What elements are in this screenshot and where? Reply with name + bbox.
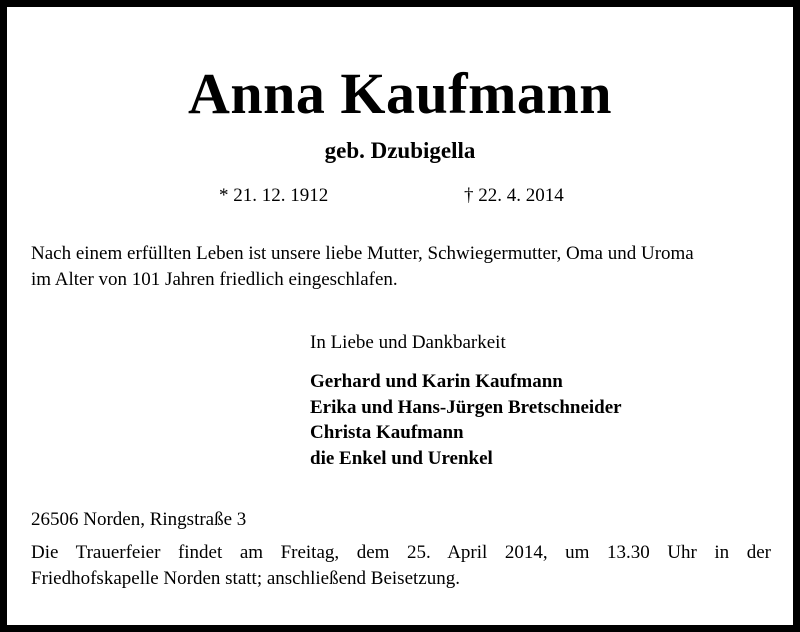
maiden-name: geb. Dzubigella (324, 138, 476, 163)
funeral-info (31, 540, 771, 592)
funeral-line: Die Trauerfeier findet am Freitag, dem 25. April 2014, um 13.30 Uhr in der (31, 542, 771, 563)
deceased-name: Anna Kaufmann (188, 61, 612, 126)
mourner-entry: Erika und Hans-Jürgen Bretschneider (310, 396, 622, 418)
announcement-line: Nach einem erfüllten Leben ist unsere liebe Mutter, Schwiegermutter, Oma und Uroma (31, 243, 694, 264)
death-date: † 22. 4. 2014 (464, 185, 564, 206)
death-announcement (31, 241, 771, 293)
mourner-entry: die Enkel und Urenkel (310, 447, 493, 469)
mourner-entry: Christa Kaufmann (310, 422, 464, 443)
family-address: 26506 Norden, Ringstraße 3 (31, 509, 247, 530)
announcement-line: im Alter von 101 Jahren friedlich eingeschlafen. (31, 269, 398, 290)
mourners-list (310, 369, 622, 471)
closing-phrase: In Liebe und Dankbarkeit (310, 332, 506, 353)
mourner-entry: Gerhard und Karin Kaufmann (310, 371, 563, 392)
funeral-line: Friedhofskapelle Norden statt; anschließend Beisetzung. (31, 568, 460, 589)
birth-date: * 21. 12. 1912 (219, 185, 329, 206)
